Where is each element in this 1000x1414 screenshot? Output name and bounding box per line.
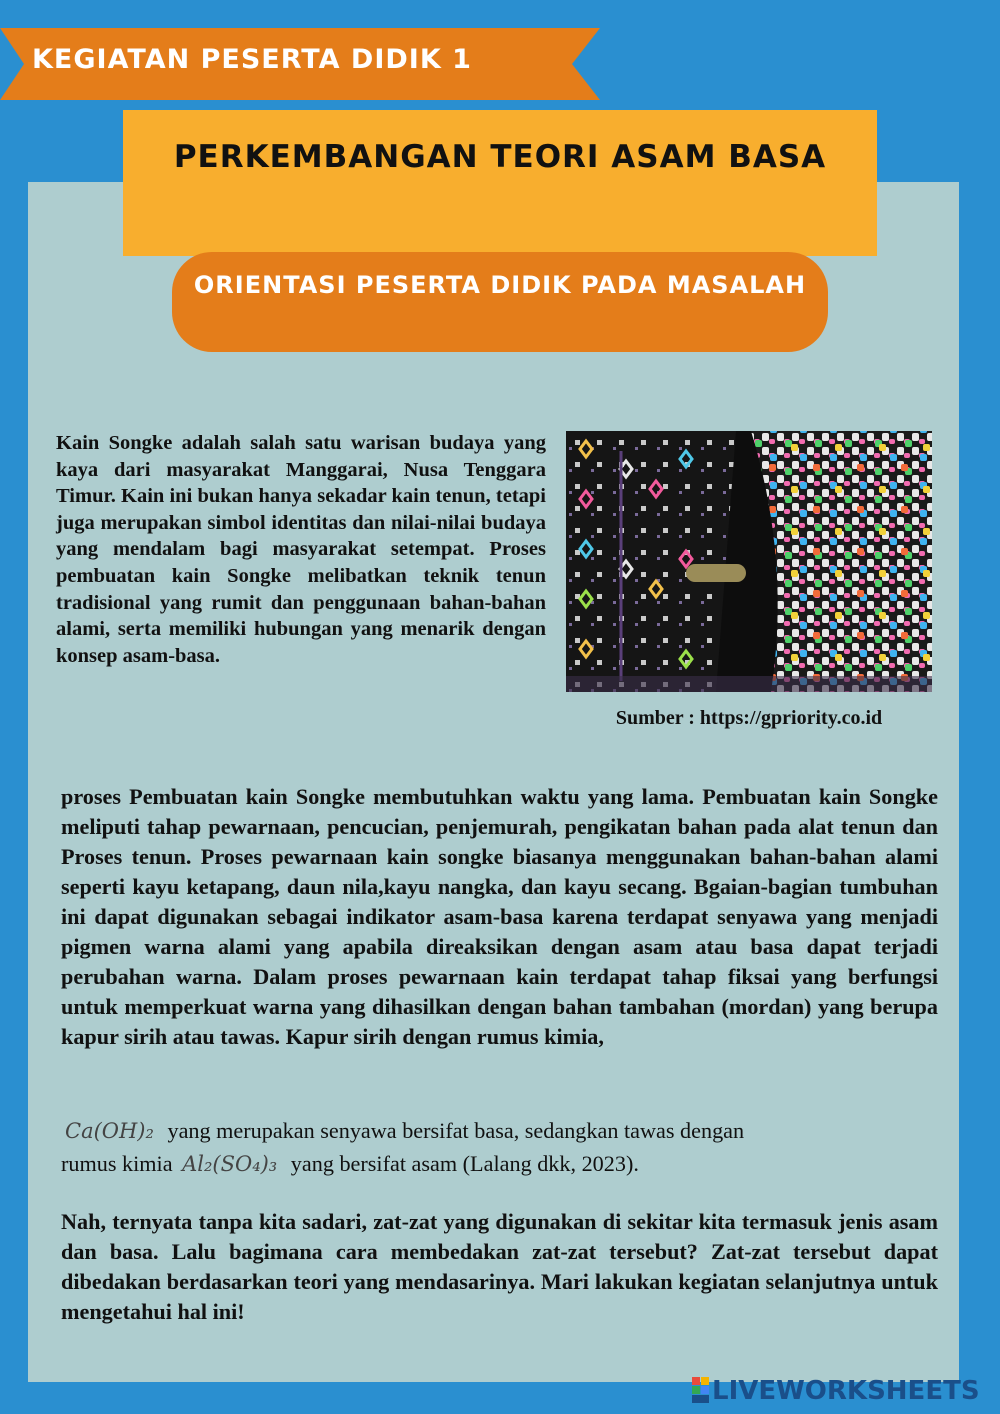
page-subtitle: ORIENTASI PESERTA DIDIK PADA MASALAH <box>193 271 807 299</box>
title-box <box>123 110 877 256</box>
formula-line-1 <box>61 1118 938 1144</box>
formula-aluminium-sulfate: Al₂(SO₄)₃ <box>182 1152 278 1176</box>
formula-line-2 <box>61 1151 938 1177</box>
formula2-lead: rumus kimia <box>61 1151 173 1176</box>
formula2-continuation: yang bersifat asam (Lalang dkk, 2023). <box>290 1151 639 1176</box>
subtitle-pill <box>172 252 828 352</box>
activity-label: KEGIATAN PESERTA DIDIK 1 <box>32 44 472 75</box>
songke-fabric-illustration <box>566 431 932 692</box>
liveworksheets-logo[interactable] <box>692 1376 980 1406</box>
intro-paragraph: Kain Songke adalah salah satu warisan budaya yang kaya dari masyarakat Manggarai, Nusa Tenggara Timur. Kain ini bukan hanya sekadar kain tenun, tetapi juga merupakan simbol identitas dan nilai-nilai budaya yang mendalam bagi masyarakat setempat. Proses pembuatan kain Songke melibatkan teknik tenun tradisional yang rumit dan penggunaan bahan-bahan alami, serta memiliki hubungan yang menarik dengan konsep asam-basa. <box>56 432 546 667</box>
page-title: PERKEMBANGAN TEORI ASAM BASA <box>173 139 827 175</box>
liveworksheets-badge-icon <box>692 1377 710 1403</box>
formula1-continuation: yang merupakan senyawa bersifat basa, sedangkan tawas dengan <box>167 1118 745 1143</box>
formula-calcium-hydroxide: Ca(OH)₂ <box>65 1119 154 1143</box>
image-caption: Sumber : https://gpriority.co.id <box>615 707 883 729</box>
body-paragraph-1: proses Pembuatan kain Songke membutuhkan waktu yang lama. Pembuatan kain Songke meliputi tahap pewarnaan, pencucian, penjemurah, pengikatan bahan pada alat tenun dan Proses tenun. Proses pewarnaan kain songke biasanya menggunakan bahan-bahan alami seperti kayu ketapang, daun nila,kayu nangka, dan kayu secang. Bgaian-bagian tumbuhan ini dapat digunakan sebagai indikator asam-basa karena terdapat senyawa yang menjadi pigmen warna alami yang apabila direaksikan dengan asam atau basa dapat terjadi perubahan warna. Dalam proses pewarnaan kain terdapat tahap fiksai yang berfungsi untuk memperkuat warna yang dihasilkan dengan bahan tambahan (mordan) yang berupa kapur sirih atau tawas. Kapur sirih dengan rumus kimia, <box>61 784 938 1049</box>
body-paragraph-2: Nah, ternyata tanpa kita sadari, zat-zat yang digunakan di sekitar kita termasuk jenis asam dan basa. Lalu bagimana cara membedakan zat-zat tersebut? Zat-zat tersebut dapat dibedakan berdasarkan teori yang mendasarinya. Mari lakukan kegiatan selanjutnya untuk mengetahui hal ini! <box>61 1209 938 1324</box>
songke-fabric-image <box>566 431 932 692</box>
liveworksheets-logo-text: LIVEWORKSHEETS <box>712 1376 980 1406</box>
